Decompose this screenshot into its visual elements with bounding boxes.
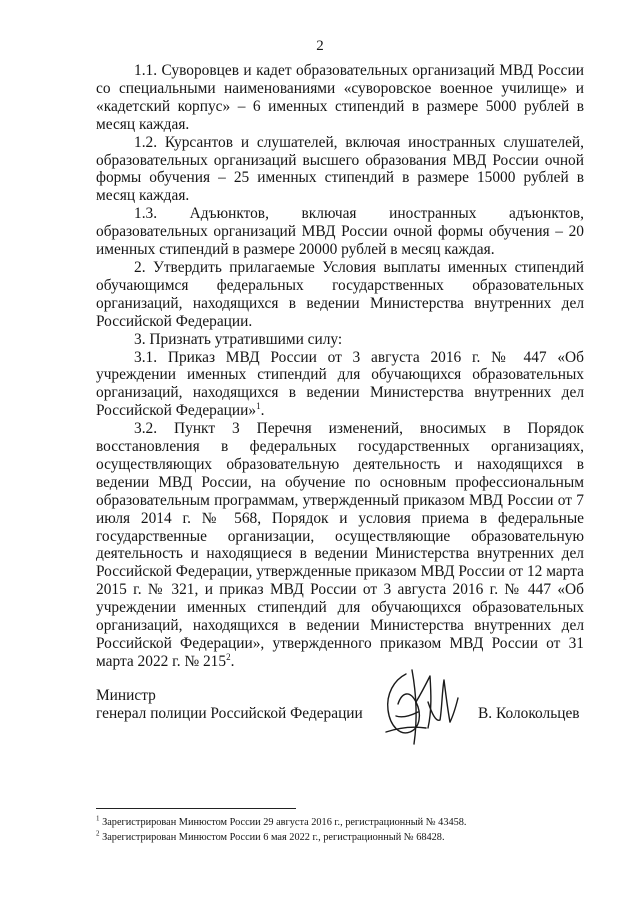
footnote-1 — [96, 815, 596, 830]
paragraph-3 — [96, 331, 584, 349]
footnotes — [96, 815, 596, 845]
footnote-separator — [96, 808, 296, 809]
signatory-title: Министр — [96, 687, 156, 704]
paragraph-3-1 — [96, 349, 584, 421]
page-number: 2 — [316, 38, 324, 54]
paragraph-text: 1.3. Адъюнктов, включая иностранных адъюнктов, образовательных организаций МВД России очной формы обучения – 20 именных стипендий в размере 20000 рублей в месяц каждая. — [96, 205, 584, 259]
paragraph-text: 1.2. Курсантов и слушателей, включая иностранных слушателей, образовательных организаций высшего образования МВД России очной формы обучения – 25 именных стипендий в размере 15000 рублей в месяц каждая. — [96, 133, 584, 205]
paragraph-text: 3.2. Пункт 3 Перечня изменений, вносимых в Порядок восстановления в федеральных государственных организациях, осуществляющих образовательную деятельность и находящихся в ведении МВД России, на обучение по основным профессиональным образовательным программам, утвержденный приказом МВД России от 7 июля 2014 г. № 568, Порядок и условия приема в федеральные государственные организации, осуществляющие образовательную деятельность и находящиеся в ведении Министерства внутренних дел Российской Федерации, утвержденные приказом МВД России от 12 марта 2015 г. № 321, и приказ МВД России от 3 августа 2016 г. № 447 «Об учреждении именных стипендий для обучающихся образовательных организаций, находящихся в ведении Министерства внутренних дел Российской Федерации», утвержденного приказом МВД России от 31 марта 2022 г. № 215 — [96, 420, 584, 670]
handwritten-signature — [376, 662, 468, 752]
paragraph-2 — [96, 259, 584, 331]
footnote-2 — [96, 830, 596, 845]
paragraph-end-punct: . — [230, 652, 235, 670]
paragraph-3-2 — [96, 420, 584, 671]
paragraph-text: 3.1. Приказ МВД России от 3 августа 2016 г. № 447 «Об учреждении именных стипендий для обучающихся образовательных организаций, находящихся в ведении Министерства внутренних дел Российской Федерации» — [96, 348, 584, 420]
paragraph-1-1 — [96, 62, 584, 134]
paragraph-text: 2. Утвердить прилагаемые Условия выплаты именных стипендий обучающимся федеральных государственных образовательных организаций, находящихся в ведении Министерства внутренних дел Российской Федерации. — [96, 258, 584, 330]
footnote-ref-2: 2 — [226, 651, 231, 662]
footnote-text: Зарегистрирован Минюстом России 6 мая 2022 г., регистрационный № 68428. — [99, 832, 445, 843]
document-body — [96, 62, 584, 671]
footnote-ref-1: 1 — [256, 401, 261, 412]
footnote-mark: 1 — [96, 814, 100, 823]
paragraph-1-2 — [96, 134, 584, 206]
paragraph-end-punct: . — [260, 402, 265, 420]
paragraph-1-3 — [96, 205, 584, 259]
footnote-text: Зарегистрирован Минюстом России 29 августа 2016 г., регистрационный № 43458. — [99, 817, 467, 828]
signatory-rank: генерал полиции Российской Федерации — [96, 705, 363, 722]
footnote-mark: 2 — [96, 829, 100, 838]
paragraph-text: 1.1. Суворовцев и кадет образовательных организаций МВД России со специальными наименованиями «суворовское военное училище» и «кадетский корпус» – 6 именных стипендий в размере 5000 рублей в месяц каждая. — [96, 62, 584, 133]
signatory-name: В. Колокольцев — [478, 705, 580, 722]
paragraph-text: 3. Признать утратившими силу: — [134, 330, 343, 348]
